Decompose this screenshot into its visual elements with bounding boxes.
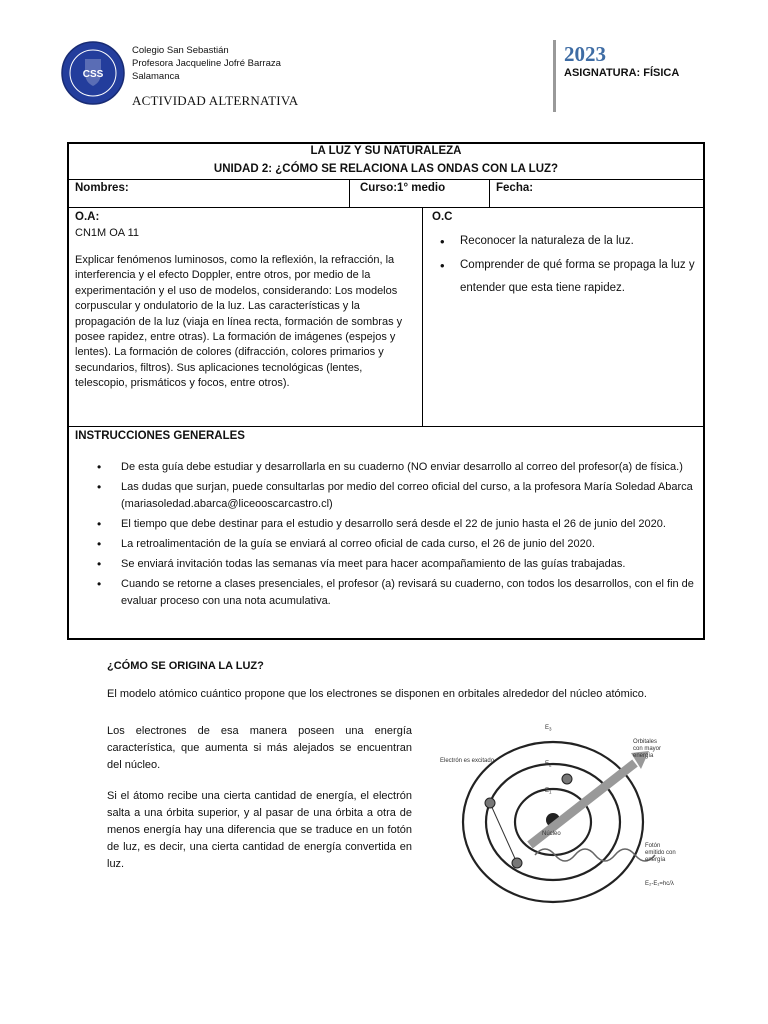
- header-divider: [553, 40, 556, 112]
- oc-list: [432, 230, 707, 300]
- names-label: Nombres:: [75, 182, 129, 194]
- section-heading: ¿CÓMO SE ORIGINA LA LUZ?: [107, 660, 264, 672]
- label-formula: E₂-E₁=hc/λ: [645, 881, 674, 887]
- transition-line: [490, 803, 517, 863]
- school-logo: [60, 40, 126, 106]
- course-label: Curso:1° medio: [360, 182, 446, 194]
- electron: [485, 798, 495, 808]
- table-divider: [68, 426, 704, 427]
- activity-title: ACTIVIDAD ALTERNATIVA: [132, 93, 299, 108]
- label-photon: Fotón emitido con energía: [645, 843, 676, 863]
- table-divider: [68, 207, 704, 208]
- label-nucleus: Núcleo: [542, 831, 561, 837]
- table-divider: [489, 180, 490, 207]
- paragraph: El modelo atómico cuántico propone que los electrones se disponen en orbitales alrededor del núcleo atómico.: [107, 688, 647, 700]
- paragraph: Si el átomo recibe una cierta cantidad de energía, el electrón salta a una órbita superior, y al pasar de una órbita a otra de menos energía hay una diferencia que se traduce en un fotón de luz, es decir, una cierta cantidad de energía convertida en luz.: [107, 790, 412, 870]
- school-name: Colegio San Sebastián: [132, 45, 229, 56]
- table-divider: [349, 180, 350, 207]
- label-e3: $E_3$: [545, 725, 552, 732]
- date-label: Fecha:: [496, 182, 534, 194]
- label-orbitals: Orbitales con mayor energía: [633, 739, 662, 759]
- list-item: • Las dudas que surjan, puede consultarlas por medio del correo oficial del curso, a la profesora María Soledad Abarca (mariasoledad.abarca@liceooscarcastro.cl): [86, 479, 698, 514]
- subject: ASIGNATURA: FÍSICA: [564, 67, 680, 79]
- teacher-name: Profesora Jacqueline Jofré Barraza: [132, 58, 281, 69]
- unit-title: UNIDAD 2: ¿CÓMO SE RELACIONA LAS ONDAS CON LA LUZ?: [213, 163, 559, 175]
- label-e2: $E_2$: [545, 761, 552, 768]
- list-item: • De esta guía debe estudiar y desarrollarla en su cuaderno (NO enviar desarrollo al correo del profesor(a) de física.): [86, 459, 698, 476]
- oa-label: O.A:: [75, 211, 100, 223]
- list-item: • Reconocer la naturaleza de la luz.: [432, 230, 707, 253]
- paragraph: Los electrones de esa manera poseen una energía característica, que aumenta si más alejados se encuentran del núcleo.: [107, 725, 412, 771]
- school-info: [132, 44, 281, 83]
- instructions-list: [86, 459, 698, 613]
- list-item: • Se enviará invitación todas las semanas vía meet para hacer acompañamiento de las guías trabajadas.: [86, 556, 698, 573]
- label-excited: Electrón es excitado: [440, 758, 495, 764]
- list-item: • La retroalimentación de la guía se enviará al correo oficial de cada curso, el 26 de junio del 2020.: [86, 536, 698, 553]
- oa-description: Explicar fenómenos luminosos, como la reflexión, la refracción, la interferencia y el efecto Doppler, entre otros, por medio de la experimentación y el uso de modelos, considerando: Los modelos corpuscular y ondulatorio de la luz. Las características y la propagación de la luz (viaja en línea recta, formación de sombras y posee rapidez, entre otras). La formación de imágenes (espejos y lentes). La formación de colores (difracción, colores primarios y secundarios, filtros). Sus aplicaciones tecnológicas (lentes, telescopio, prismáticos y focos, entre otros).: [75, 254, 403, 390]
- city: Salamanca: [132, 71, 180, 82]
- table-title: LA LUZ Y SU NATURALEZA: [310, 145, 462, 157]
- list-item: • Cuando se retorne a clases presenciales, el profesor (a) revisará su cuaderno, con todos los desarrollos, con el fin de evaluar proceso con una nota acumulativa.: [86, 576, 698, 611]
- instructions-title: INSTRUCCIONES GENERALES: [75, 430, 245, 442]
- logo-text: CSS: [82, 69, 104, 80]
- list-item: • El tiempo que debe destinar para el estudio y desarrollo será desde el 22 de junio hasta el 26 de junio del 2020.: [86, 516, 698, 533]
- table-divider: [68, 179, 704, 180]
- label-e1: $E_1$: [545, 788, 552, 795]
- table-divider: [422, 208, 423, 426]
- oa-code: CN1M OA 11: [75, 227, 139, 239]
- year: 2023: [564, 42, 606, 66]
- list-item: • Comprender de qué forma se propaga la luz y entender que esta tiene rapidez.: [432, 254, 707, 300]
- atom-diagram: [435, 715, 710, 905]
- electron: [512, 858, 522, 868]
- electron: [562, 774, 572, 784]
- oc-label: O.C: [432, 211, 453, 223]
